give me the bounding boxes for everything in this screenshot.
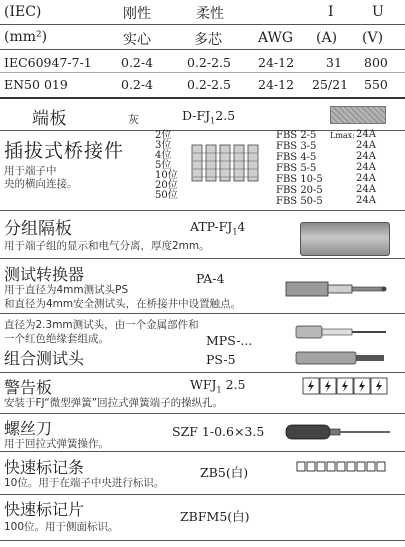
marker-card-title: 快速标记片 <box>4 500 85 519</box>
partition-title: 分组隔板 <box>4 219 72 239</box>
test-adapter-desc-2: 和直径为4mm安全测试头，在桥接井中设置触点。 <box>4 298 242 310</box>
bridge-lmax-label: Lmax: <box>330 131 355 140</box>
spec-awg: 24-12 <box>258 77 295 92</box>
bridge-current: 24A <box>356 195 376 206</box>
marker-strip-desc: 10位。用于在端子中央进行标识。 <box>4 477 165 489</box>
marker-strip-image <box>296 461 392 473</box>
screwdriver-image <box>284 420 392 444</box>
test-adapter-code: PA-4 <box>196 271 225 286</box>
bridge-position: 10位 <box>155 170 178 181</box>
bridge-position: 5位 <box>155 160 172 171</box>
header-stranded: 多芯 <box>194 32 222 48</box>
spec-voltage: 550 <box>364 77 388 92</box>
spec-flex: 0.2-2.5 <box>187 77 231 92</box>
screwdriver-code: SZF 1-0.6×3.5 <box>172 424 265 439</box>
bridge-current: 24A <box>356 129 376 140</box>
spec-standard: IEC60947-7-1 <box>4 55 92 70</box>
header-awg: AWG <box>258 30 294 46</box>
test-adapter-image <box>284 276 388 302</box>
test-plug-code-1: MPS-... <box>206 333 253 348</box>
bridge-current: 24A <box>356 173 376 184</box>
bridge-position: 50位 <box>155 190 178 201</box>
screwdriver-desc: 用于回拉式弹簧操作。 <box>4 438 109 450</box>
marker-card-code: ZBFM5(白) <box>180 509 250 524</box>
bridge-current: 24A <box>356 151 376 162</box>
end-plate-title: 端板 <box>32 109 67 129</box>
screwdriver-title: 螺丝刀 <box>4 419 53 438</box>
marker-strip-code: ZB5(白) <box>200 465 249 480</box>
spec-standard: EN50 019 <box>4 77 68 92</box>
bridge-title: 插拔式桥接件 <box>4 140 125 162</box>
partition-image <box>300 222 390 256</box>
header-mm2: (mm²) <box>4 29 48 45</box>
test-plug-desc-1: 直径为2.3mm测试头，由一个金属部件和 <box>4 319 199 331</box>
warning-plate-desc: 安装于FJ“微型弹簧”回拉式弹簧端子的操纵孔。 <box>4 397 224 409</box>
header-amp: (A) <box>316 30 338 46</box>
test-plug-image <box>294 322 390 370</box>
header-solid: 实心 <box>123 32 151 48</box>
warning-plate-code: $WFJ_1$ 2.5 <box>190 377 246 395</box>
end-plate-image <box>330 106 386 124</box>
header-voltage: U <box>372 4 384 20</box>
spec-flex: 0.2-2.5 <box>187 55 231 70</box>
marker-card-desc: 100位。用于侧面标识。 <box>4 521 119 533</box>
spec-rigid: 0.2-4 <box>121 55 154 70</box>
marker-strip-title: 快速标记条 <box>4 458 85 477</box>
warning-plate-image <box>302 377 392 395</box>
bridge-image <box>188 141 260 187</box>
end-plate-code: $D-FJ_12.5$ <box>182 108 236 126</box>
spec-awg: 24-12 <box>258 55 295 70</box>
end-plate-color: 灰 <box>128 113 139 126</box>
test-plug-desc-2: 一个红色绝缘套组成。 <box>4 333 109 345</box>
bridge-code: FBS 2-5 <box>276 130 317 141</box>
test-plug-title: 组合测试头 <box>4 349 85 368</box>
bridge-position: 4位 <box>155 150 172 161</box>
bridge-positions <box>155 131 178 201</box>
bridge-code: FBS 50-5 <box>276 196 323 207</box>
warning-plate-title: 警告板 <box>4 378 53 397</box>
bridge-desc-1: 用于端子中 <box>4 165 57 177</box>
bridge-code: FBS 4-5 <box>276 152 317 163</box>
partition-desc: 用于端子组的显示和电气分离，厚度2mm。 <box>4 240 210 252</box>
partition-code: ATP-$FJ_14$ <box>190 219 246 237</box>
spec-current: 25/21 <box>312 77 349 92</box>
bridge-current: 24A <box>356 140 376 151</box>
spec-rigid: 0.2-4 <box>121 77 154 92</box>
bridge-current: 24A <box>356 162 376 173</box>
test-adapter-desc-1: 用于直径为4mm测试头PS <box>4 284 129 296</box>
header-flexible: 柔性 <box>196 6 224 22</box>
bridge-current: 24A <box>356 184 376 195</box>
header-iec: (IEC) <box>4 4 42 20</box>
bridge-code: FBS 5-5 <box>276 163 317 174</box>
bridge-code: FBS 10-5 <box>276 174 323 185</box>
bridge-currents <box>356 129 376 206</box>
bridge-code: FBS 20-5 <box>276 185 323 196</box>
bridge-position: 3位 <box>155 140 172 151</box>
header-volt: (V) <box>362 30 384 46</box>
bridge-desc-2: 央的横向连接。 <box>4 178 78 190</box>
bridge-position: 20位 <box>155 180 178 191</box>
bridge-code: FBS 3-5 <box>276 141 317 152</box>
test-adapter-title: 测试转换器 <box>4 265 85 284</box>
header-rigid: 刚性 <box>123 6 151 22</box>
header-current: I <box>328 4 334 20</box>
spec-current: 31 <box>326 55 342 70</box>
test-plug-code-2: PS-5 <box>206 352 236 367</box>
bridge-position: 2位 <box>155 130 172 141</box>
bridge-codes <box>276 130 323 207</box>
spec-voltage: 800 <box>364 55 388 70</box>
